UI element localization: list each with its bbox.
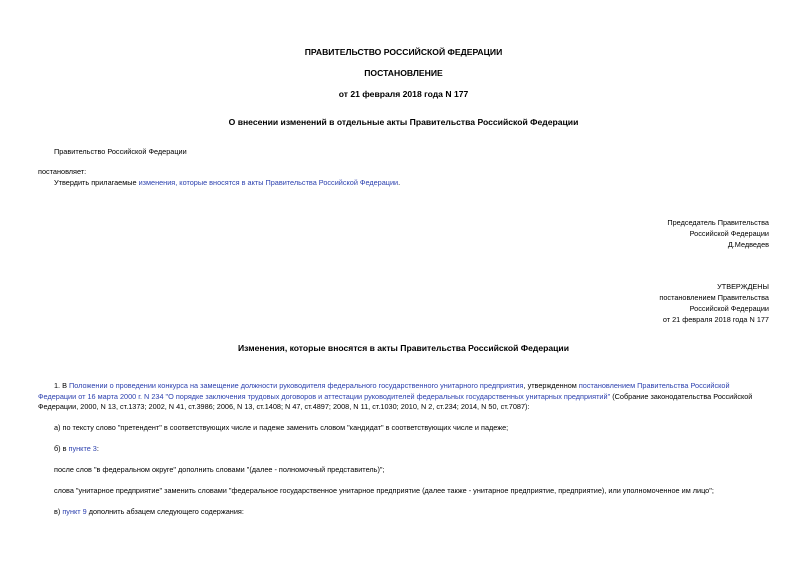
approved-line: от 21 февраля 2018 года N 177 bbox=[662, 315, 769, 324]
document-type: ПОСТАНОВЛЕНИЕ bbox=[364, 68, 443, 78]
decides-text: постановляет: bbox=[38, 167, 87, 176]
document-date: от 21 февраля 2018 года N 177 bbox=[338, 89, 469, 99]
signature-line: Российской Федерации bbox=[689, 229, 769, 238]
item-1-paragraph bbox=[38, 381, 769, 413]
subitem-a: а) по тексту слово "претендент" в соответствующих числе и падеже заменить словом "кандидат" в соответствующих числе и падеже; bbox=[54, 423, 509, 432]
approve-prefix: Утвердить прилагаемые bbox=[54, 178, 139, 187]
subitem-v-suffix: дополнить абзацем следующего содержания: bbox=[86, 507, 244, 516]
regulation-link[interactable]: Положении о проведении конкурса на замещение должности руководителя федерального государственного унитарного предприятия bbox=[69, 381, 524, 390]
intro-text: Правительство Российской Федерации bbox=[54, 147, 187, 156]
item-1-mid: , утвержденном bbox=[523, 381, 579, 390]
subitem-v-prefix: в) bbox=[54, 507, 63, 516]
approved-line: постановлением Правительства bbox=[659, 293, 769, 302]
approve-changes-link[interactable]: изменения, которые вносятся в акты Правительства Российской Федерации bbox=[138, 178, 399, 187]
approved-block bbox=[659, 281, 769, 325]
resolution-234-link[interactable]: постановлением Правительства Российской Федерации от 16 марта 2000 г. N 234 "О порядке заключения трудовых договоров и аттестации руководителей федеральных государственных унитарных предприятий" bbox=[38, 381, 730, 401]
point-9-link[interactable]: пункт 9 bbox=[62, 507, 87, 516]
approve-paragraph bbox=[54, 178, 400, 189]
changes-title: Изменения, которые вносятся в акты Правительства Российской Федерации bbox=[237, 343, 569, 353]
document-title: О внесении изменений в отдельные акты Правительства Российской Федерации bbox=[228, 117, 579, 127]
subitem-b-suffix: : bbox=[96, 444, 99, 453]
subitem-b-prefix: б) в bbox=[54, 444, 69, 453]
item-1-prefix: 1. В bbox=[54, 381, 70, 390]
subitem-b-1: после слов "в федеральном округе" дополнить словами "(далее - полномочный представитель)"; bbox=[54, 465, 385, 474]
subitem-b bbox=[54, 444, 99, 455]
approved-line: Российской Федерации bbox=[689, 304, 769, 313]
signature-line: Председатель Правительства bbox=[667, 218, 769, 227]
approve-suffix: . bbox=[398, 178, 401, 187]
subitem-b-2: слова "унитарное предприятие" заменить словами "федеральное государственное унитарное предприятие (далее также - унитарное предприятие, предприятие), или уполномоченное им лицо"; bbox=[54, 486, 714, 495]
point-3-link[interactable]: пункте 3 bbox=[68, 444, 97, 453]
signature-block bbox=[667, 217, 769, 250]
government-heading: ПРАВИТЕЛЬСТВО РОССИЙСКОЙ ФЕДЕРАЦИИ bbox=[304, 47, 503, 57]
item-1-suffix: (Собрание законодательства Российской Федерации, 2000, N 13, ст.1373; 2002, N 41, ст.3986; 2006, N 13, ст.1408; N 47, ст.4897; 2008, N 11, ст.1030; 2010, N 2, ст.234; 2014, N 50, ст.7087): bbox=[38, 391, 753, 411]
subitem-v bbox=[54, 507, 244, 518]
approved-line: УТВЕРЖДЕНЫ bbox=[717, 282, 769, 291]
signature-line: Д.Медведев bbox=[727, 240, 769, 249]
